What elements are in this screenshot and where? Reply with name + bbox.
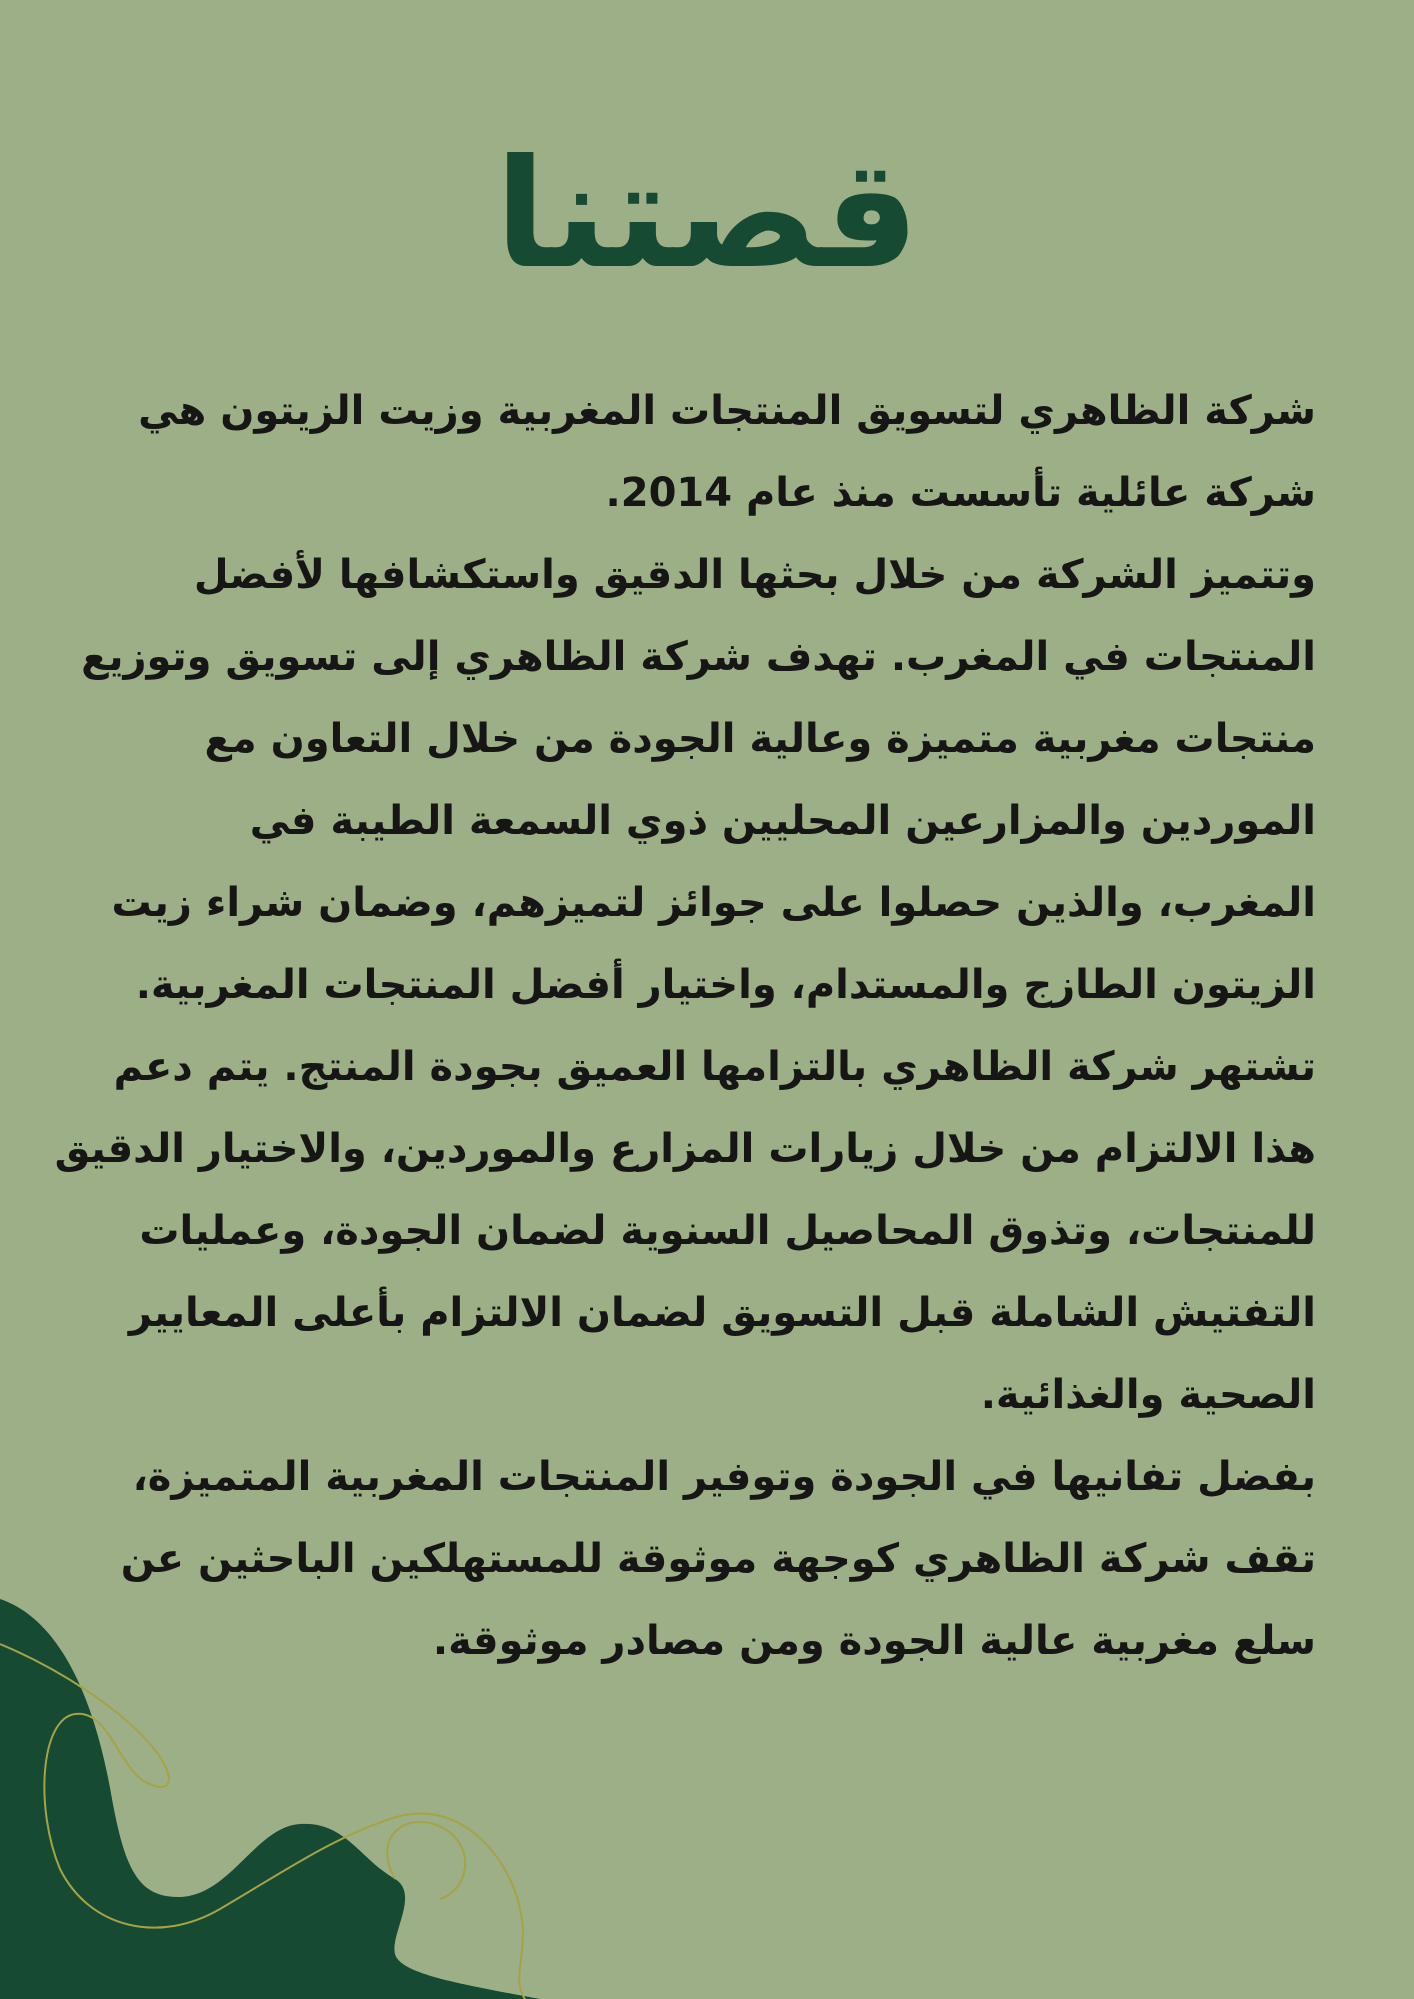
text-line: الموردين والمزارعين المحليين ذوي السمعة الطيبة في: [249, 798, 1316, 844]
text-line: تشتهر شركة الظاهري بالتزامها العميق بجودة المنتج. يتم دعم: [113, 1044, 1316, 1090]
text-line: هذا الالتزام من خلال زيارات المزارع والموردين، والاختيار الدقيق: [54, 1126, 1316, 1172]
text-line: المنتجات في المغرب. تهدف شركة الظاهري إلى تسويق وتوزيع: [81, 634, 1316, 680]
text-line: منتجات مغربية متميزة وعالية الجودة من خلال التعاون مع: [204, 716, 1316, 762]
text-line: التفتيش الشاملة قبل التسويق لضمان الالتزام بأعلى المعايير: [128, 1290, 1316, 1336]
text-line: الصحية والغذائية.: [980, 1372, 1316, 1418]
green-wave-blob: [0, 1599, 540, 1999]
text-line: وتتميز الشركة من خلال بحثها الدقيق واستكشافها لأفضل: [193, 552, 1316, 598]
decorative-wave-shape: [0, 1579, 540, 1999]
story-paragraph: [54, 370, 1316, 1682]
text-line: بفضل تفانيها في الجودة وتوفير المنتجات المغربية المتميزة،: [132, 1454, 1316, 1500]
text-line: شركة عائلية تأسست منذ عام 2014.: [605, 470, 1316, 516]
text-line: شركة الظاهري لتسويق المنتجات المغربية وزيت الزيتون هي: [138, 388, 1316, 434]
text-line: تقف شركة الظاهري كوجهة موثوقة للمستهلكين الباحثين عن: [120, 1536, 1316, 1582]
text-line: سلع مغربية عالية الجودة ومن مصادر موثوقة.: [432, 1618, 1316, 1664]
text-line: المغرب، والذين حصلوا على جوائز لتميزهم، وضمان شراء زيت: [111, 880, 1316, 926]
text-line: الزيتون الطازج والمستدام، واختيار أفضل المنتجات المغربية.: [135, 962, 1316, 1008]
text-line: للمنتجات، وتذوق المحاصيل السنوية لضمان الجودة، وعمليات: [139, 1208, 1316, 1254]
page-title: قصتنا: [494, 128, 920, 302]
